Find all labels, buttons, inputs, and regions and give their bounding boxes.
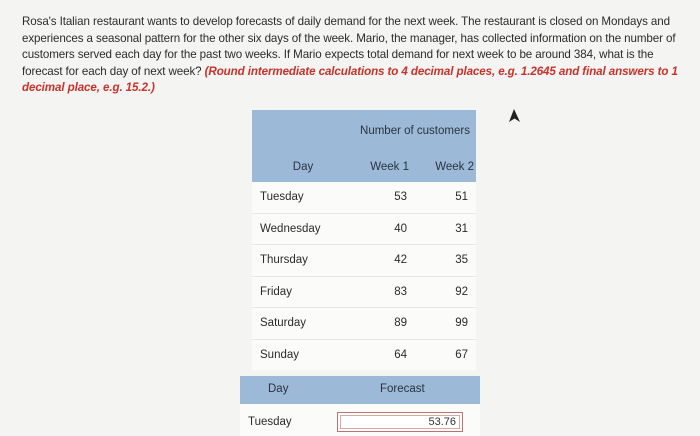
table-row [252,182,476,213]
day-cell: Tuesday [252,182,354,213]
week1-cell: 64 [354,339,415,370]
forecast-input-tuesday[interactable] [337,412,463,432]
forecast-column-header: Forecast [380,383,425,395]
week2-cell: 31 [415,213,476,245]
week1-cell: 83 [354,276,415,308]
week1-column-header: Week 1 [354,152,415,182]
week2-cell: 92 [415,276,476,308]
week2-cell: 67 [415,339,476,370]
question-text [22,14,694,97]
day-cell: Thursday [252,245,354,277]
question-body: Rosa's Italian restaurant wants to develop forecasts of daily demand for the next week. The restaurant is closed on Mondays and experiences a seasonal pattern for the other six days of the week. Mario, the manager, has collected information on the number of customers served each day for the past two weeks. If Mario expects total demand for next week to be around 384, what is the forecast for each day of next week? [22,15,676,78]
forecast-table-header [240,376,480,404]
day-cell: Saturday [252,308,354,340]
day-cell: Wednesday [252,213,354,245]
rounding-instructions: (Round intermediate calculations to 4 decimal places, e.g. 1.2645 and final answers to 1 decimal place, e.g. 15.2.) [22,64,678,94]
week1-cell: 40 [354,213,415,245]
day-column-header: Day [252,152,354,182]
table-row [252,308,476,340]
week1-cell: 42 [354,245,415,277]
table-row [252,213,476,245]
week1-cell: 53 [354,182,415,213]
header-spacer [252,110,354,152]
week1-cell: 89 [354,308,415,340]
week2-column-header: Week 2 [415,152,476,182]
week2-cell: 35 [415,245,476,277]
table-row [252,276,476,308]
mouse-pointer-icon [508,108,522,124]
forecast-day-header: Day [268,383,289,395]
week2-cell: 51 [415,182,476,213]
number-of-customers-header: Number of customers [354,110,476,152]
day-cell: Sunday [252,339,354,370]
day-cell: Friday [252,276,354,308]
customer-data-table [252,110,476,370]
table-row [252,245,476,277]
forecast-day-cell: Tuesday [248,416,292,428]
table-row [252,339,476,370]
week2-cell: 99 [415,308,476,340]
